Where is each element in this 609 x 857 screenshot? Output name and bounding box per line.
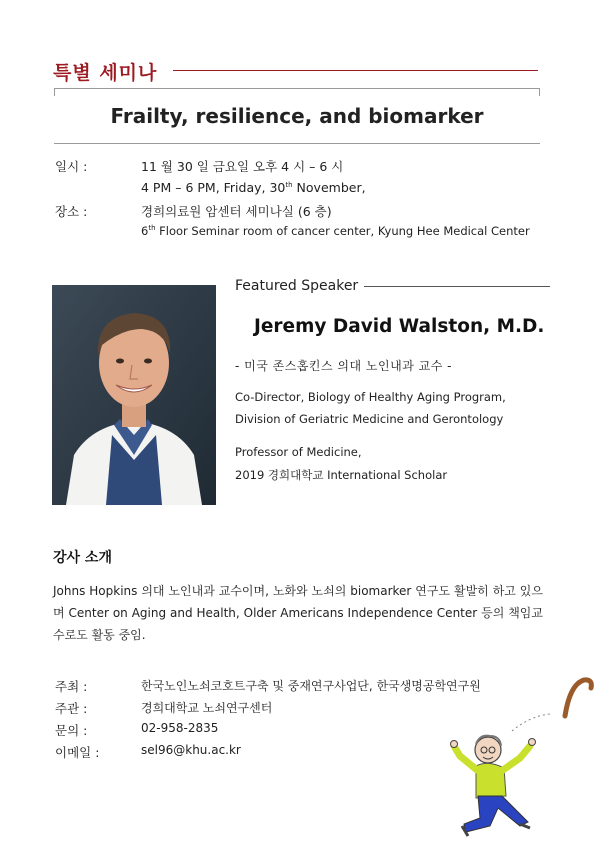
host-value: 한국노인노쇠코호트구축 및 중재연구사업단, 한국생명공학연구원 [141, 679, 481, 693]
host-label: 주최 : [55, 679, 88, 694]
speaker-name: Jeremy David Walston, M.D. [254, 316, 545, 337]
place-english: 6th Floor Seminar room of cancer center, Kyung Hee Medical Center [141, 224, 530, 238]
featured-speaker-label: Featured Speaker [235, 278, 359, 294]
series-divider [173, 70, 538, 71]
email-value[interactable]: sel96@khu.ac.kr [141, 743, 241, 757]
contact-value[interactable]: 02-958-2835 [141, 721, 219, 735]
date-english: 4 PM – 6 PM, Friday, 30th November, [141, 180, 366, 195]
place-label: 장소 : [55, 204, 88, 219]
email-label: 이메일 : [55, 745, 100, 760]
elderly-man-illustration [450, 676, 600, 846]
speaker-photo [52, 285, 216, 505]
title-box-corner-left [54, 88, 55, 96]
title-box-corner-right [539, 88, 540, 96]
contact-label: 문의 : [55, 723, 88, 738]
role-line-1: Co-Director, Biology of Healthy Aging Program, [235, 390, 506, 404]
place-korean: 경희의료원 암센터 세미나실 (6 층) [141, 204, 332, 219]
role-line-3: Professor of Medicine, [235, 445, 362, 459]
intro-text: Johns Hopkins 의대 노인내과 교수이며, 노화와 노쇠의 biomarker 연구도 활발히 하고 있으며 Center on Aging and Health, Older Americans Independence Center 등의 책임교수로도 활동 중임. [53, 584, 543, 642]
featured-divider [364, 286, 550, 287]
series-label: 특별 세미나 [53, 62, 158, 84]
organizer-label: 주관 : [55, 701, 88, 716]
speaker-affiliation: - 미국 존스홉킨스 의대 노인내과 교수 - [235, 359, 452, 373]
date-korean: 11 월 30 일 금요일 오후 4 시 – 6 시 [141, 159, 344, 174]
date-label: 일시 : [55, 159, 88, 174]
organizer-value: 경희대학교 노쇠연구센터 [141, 701, 273, 715]
role-line-4: 2019 경희대학교 International Scholar [235, 468, 448, 482]
intro-heading: 강사 소개 [53, 550, 112, 566]
seminar-title: Frailty, resilience, and biomarker [110, 104, 484, 128]
role-line-2: Division of Geriatric Medicine and Gerontology [235, 412, 504, 426]
